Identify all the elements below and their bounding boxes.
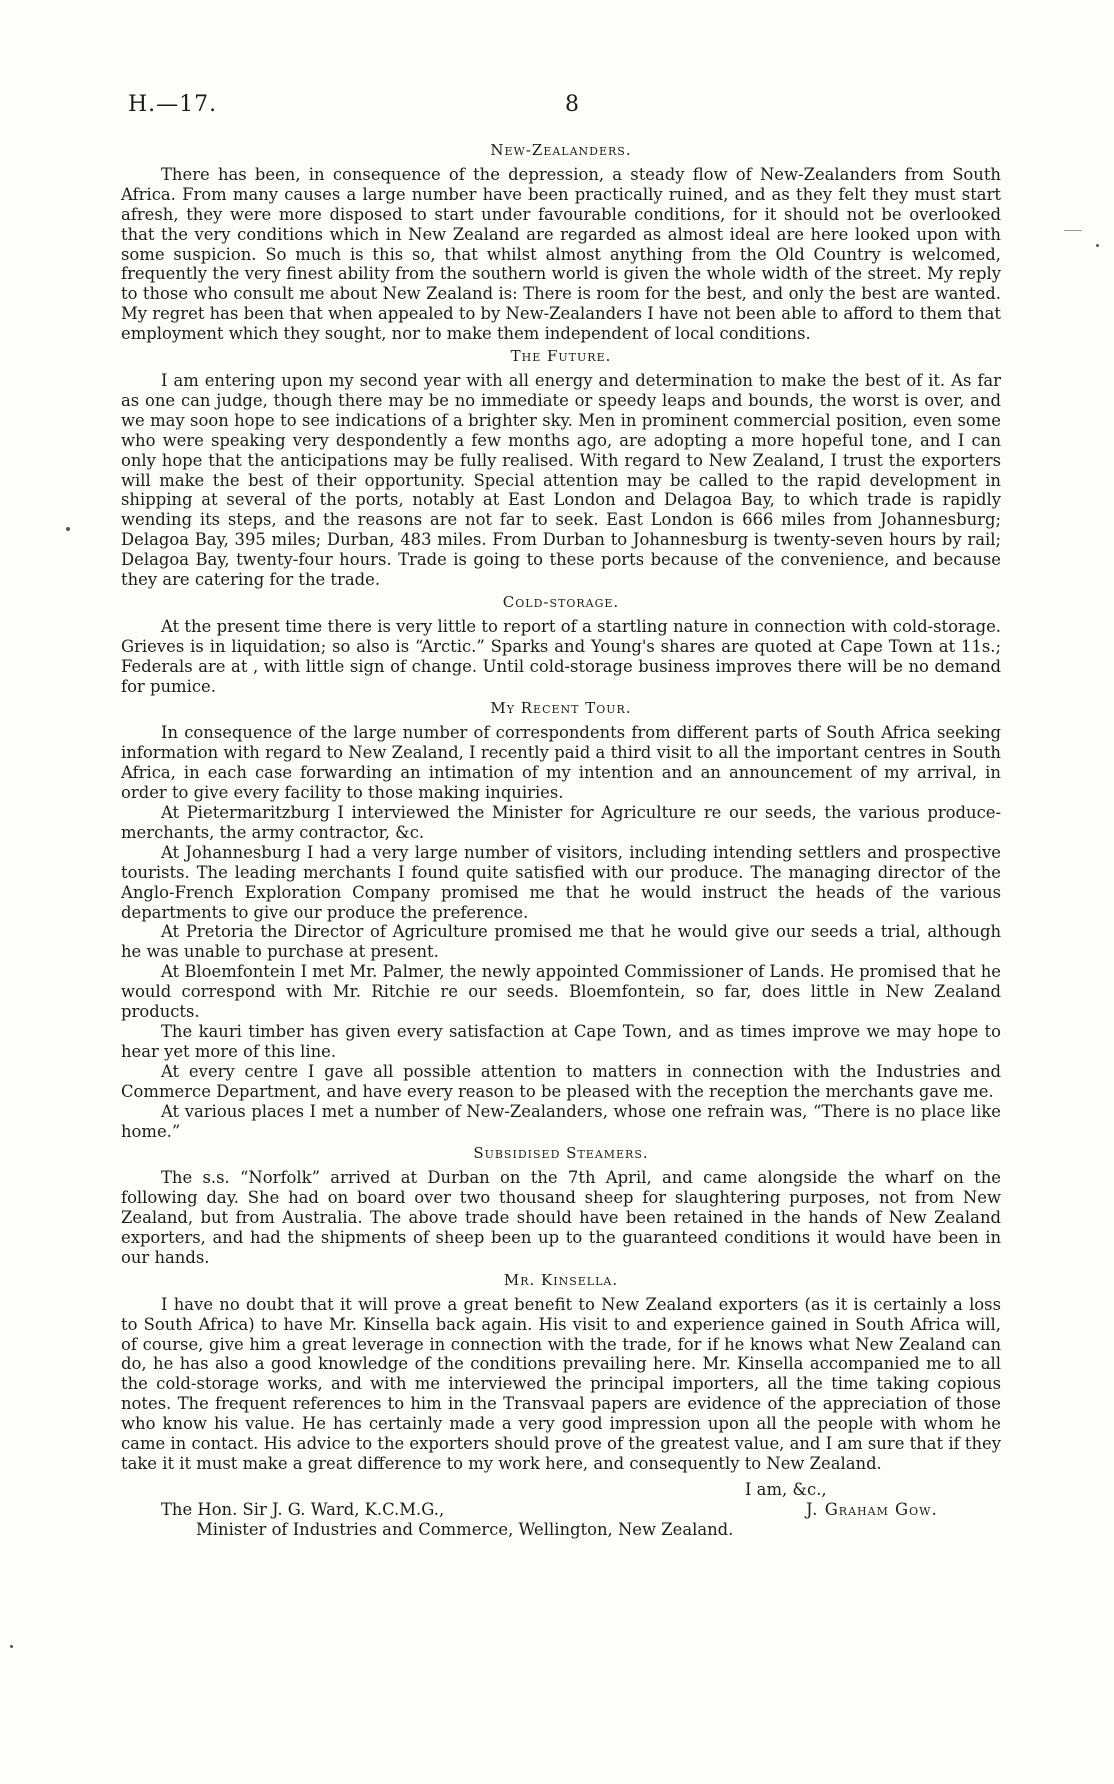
section-heading: New-Zealanders. <box>490 141 632 159</box>
section-heading: Subsidised Steamers. <box>473 1144 649 1163</box>
paragraph: At various places I met a number of New-Zealanders, whose one refrain was, “There is no place like home.” <box>121 1101 1001 1141</box>
document-body <box>121 138 1001 1540</box>
paragraph: I am entering upon my second year with all energy and determination to make the best of it. As far as one can judge, though there may be no immediate or speedy leaps and bounds, the worst is over, and we may soon hope to see indications of a brighter sky. Men in prominent commercial position, even some who were speaking very despondently a few months ago, are adopting a more hopeful tone, and I can only hope that the anticipations may be fully realised. With regard to New Zealand, I trust the exporters will make the best of their opportunity. Special attention may be called to the rapid development in shipping at several of the ports, notably at East London and Delagoa Bay, to which trade is rapidly wending its steps, and the reasons are not far to seek. East London is 666 miles from Johannesburg; Delagoa Bay, 395 miles; Durban, 483 miles. From Durban to Johannesburg is twenty-seven hours by rail; Delagoa Bay, twenty-four hours. Trade is going to these ports because of the convenience, and because they are catering for the trade. <box>121 370 1001 590</box>
paragraph: At Pietermaritzburg I interviewed the Minister for Agriculture re our seeds, the various produce-merchants, the army contractor, &c. <box>121 803 1001 842</box>
scan-speck <box>1096 244 1099 247</box>
addressee: The Hon. Sir J. G. Ward, K.C.M.G., <box>161 1499 445 1519</box>
signature: J. Graham Gow. <box>806 1499 938 1519</box>
section-heading: The Future. <box>510 347 612 366</box>
complimentary-close: I am, &c., <box>745 1479 827 1499</box>
letter-closing <box>121 1480 1001 1540</box>
section-heading: My Recent Tour. <box>490 699 632 718</box>
paragraph: There has been, in consequence of the depression, a steady flow of New-Zealanders from South Africa. From many causes a large number have been practically ruined, and as they felt they must start afresh, they were more disposed to start under favourable conditions, for it should not be overlooked that the very conditions which in New Zealand are regarded as almost ideal are here looked upon with some suspicion. So much is this so, that whilst almost anything from the Old Country is welcomed, frequently the very finest ability from the southern world is given the whole width of the street. My reply to those who consult me about New Zealand is: There is room for the best, and only the best are wanted. My regret has been that when appealed to by New-Zealanders I have not been able to afford to them that employment which they sought, nor to make them independent of local conditions. <box>121 164 1001 344</box>
scan-speck <box>10 1645 13 1648</box>
section-cold-storage <box>121 593 1001 697</box>
paragraph: I have no doubt that it will prove a great benefit to New Zealand exporters (as it is certainly a loss to South Africa) to have Mr. Kinsella back again. His visit to and experience gained in South Africa will, of course, give him a great leverage in connection with the trade, for if he knows what New Zealand can do, he has also a good knowledge of the conditions prevailing here. Mr. Kinsella accompanied me to all the cold-storage works, and with me interviewed the principal importers, all the time taking copious notes. The frequent references to him in the Transvaal papers are evidence of the appreciation of those who know his value. He has certainly made a very good impression upon all the people with whom he came in contact. His advice to the exporters should prove of the greatest value, and I am sure that if they take it it must make a great difference to my work here, and consequently to New Zealand. <box>121 1294 1001 1473</box>
paragraph: At Bloemfontein I met Mr. Palmer, the newly appointed Commissioner of Lands. He promised that he would correspond with Mr. Ritchie re our seeds. Bloemfontein, so far, does little in New Zealand products. <box>121 962 1001 1022</box>
section-subsidised-steamers <box>121 1144 1001 1267</box>
scan-mark <box>1064 230 1082 231</box>
paragraph: At Johannesburg I had a very large number of visitors, including intending settlers and prospective tourists. The leading merchants I found quite satisfied with our produce. The managing director of the Anglo-French Exploration Company promised me that he would instruct the heads of the various departments to give our produce the preference. <box>121 842 1001 922</box>
paragraph: At Pretoria the Director of Agriculture promised me that he would give our seeds a trial, although he was unable to purchase at present. <box>121 922 1001 962</box>
section-my-recent-tour <box>121 699 1001 1141</box>
paragraph: The s.s. “Norfolk” arrived at Durban on the 7th April, and came alongside the wharf on the following day. She had on board over two thousand sheep for slaughtering purposes, not from New Zealand, but from Australia. The above trade should have been retained in the hands of New Zealand exporters, and had the shipments of sheep been up to the guaranteed conditions it would have been in our hands. <box>121 1168 1001 1267</box>
section-heading: Cold-storage. <box>502 592 620 611</box>
paragraph: In consequence of the large number of correspondents from different parts of South Africa seeking information with regard to New Zealand, I recently paid a third visit to all the important centres in South Africa, in each case forwarding an intimation of my intention and an announcement of my arrival, in order to give every facility to those making inquiries. <box>121 723 1001 803</box>
section-heading: Mr. Kinsella. <box>503 1270 619 1289</box>
paragraph: At every centre I gave all possible attention to matters in connection with the Industries and Commerce Department, and have every reason to be pleased with the reception the merchants gave me. <box>121 1061 1001 1101</box>
document-code: H.—17. <box>128 92 218 117</box>
page-number: 8 <box>565 92 579 117</box>
page-header <box>0 92 1114 132</box>
section-new-zealanders <box>121 141 1001 344</box>
section-the-future <box>121 347 1001 590</box>
paragraph: The kauri timber has given every satisfaction at Cape Town, and as times improve we may hope to hear yet more of this line. <box>121 1021 1001 1061</box>
addressee-title: Minister of Industries and Commerce, Wellington, New Zealand. <box>196 1519 734 1539</box>
scan-speck <box>66 527 70 531</box>
paragraph: At the present time there is very little to report of a startling nature in connection with cold-storage. Grieves is in liquidation; so also is “Arctic.” Sparks and Young's shares are quoted at Cape Town at 11s.; Federals are at , with little sign of change. Until cold-storage business improves there will be no demand for pumice. <box>121 616 1001 696</box>
section-mr-kinsella <box>121 1271 1001 1474</box>
